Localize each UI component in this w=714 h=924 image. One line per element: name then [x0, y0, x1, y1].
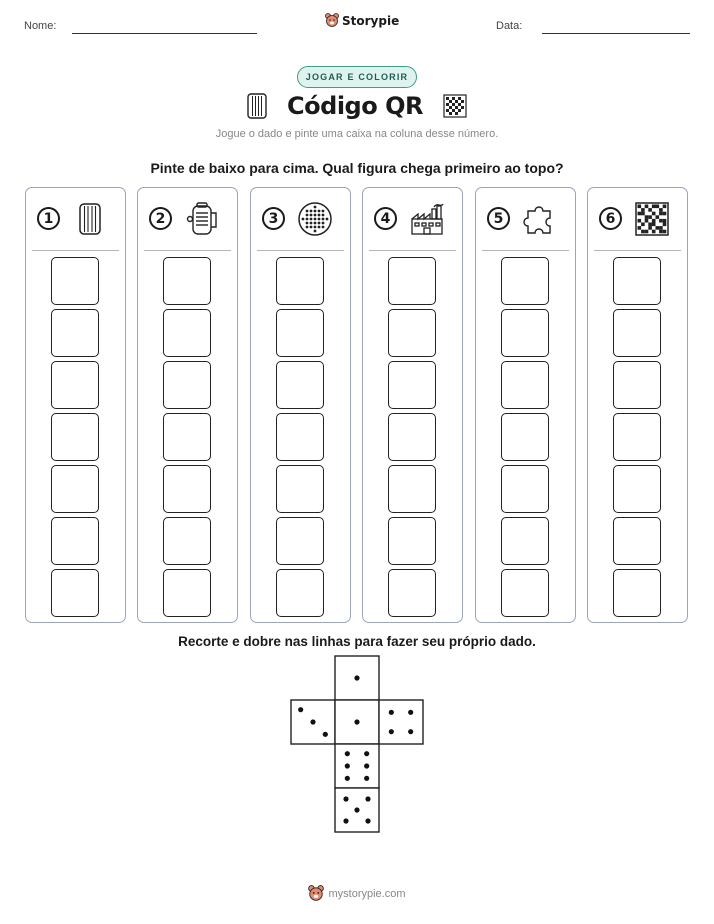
die-pip	[365, 818, 370, 823]
ridged-panel-icon	[72, 201, 108, 237]
column-divider	[257, 250, 344, 251]
color-box[interactable]	[388, 465, 436, 513]
ridged-panel-icon	[247, 93, 267, 119]
color-box[interactable]	[613, 361, 661, 409]
die-face-1	[335, 656, 379, 700]
color-box[interactable]	[163, 309, 211, 357]
die-pip	[343, 818, 348, 823]
die-face-4	[379, 700, 423, 744]
columns-instruction: Pinte de baixo para cima. Qual figura chega primeiro ao topo?	[150, 160, 564, 176]
color-box[interactable]	[613, 257, 661, 305]
date-label: Data:	[496, 20, 523, 32]
color-box[interactable]	[501, 413, 549, 461]
color-box[interactable]	[501, 309, 549, 357]
column-number: 2	[149, 207, 172, 230]
die-pip	[298, 707, 303, 712]
column-2	[137, 187, 238, 623]
bear-icon	[308, 885, 324, 902]
color-box[interactable]	[276, 569, 324, 617]
color-box[interactable]	[51, 569, 99, 617]
color-box[interactable]	[613, 465, 661, 513]
color-box[interactable]	[51, 309, 99, 357]
date-line[interactable]	[542, 33, 690, 34]
die-pip	[310, 719, 315, 724]
dotted-circle-icon	[297, 201, 333, 237]
color-box[interactable]	[276, 413, 324, 461]
brand-name: Storypie	[342, 13, 400, 28]
column-divider	[369, 250, 456, 251]
color-box[interactable]	[388, 569, 436, 617]
die-pip	[343, 796, 348, 801]
column-1	[25, 187, 126, 623]
die-face-1	[335, 700, 379, 744]
color-box[interactable]	[163, 569, 211, 617]
column-divider	[32, 250, 119, 251]
name-label: Nome:	[24, 20, 57, 32]
color-box[interactable]	[51, 465, 99, 513]
name-line[interactable]	[72, 33, 257, 34]
qr-code-icon	[634, 201, 670, 237]
die-face-6	[335, 744, 379, 788]
column-number: 1	[37, 207, 60, 230]
color-box[interactable]	[276, 309, 324, 357]
die-pip	[364, 763, 369, 768]
color-box[interactable]	[163, 413, 211, 461]
column-number: 3	[262, 207, 285, 230]
die-pip	[354, 675, 359, 680]
color-box[interactable]	[388, 309, 436, 357]
column-number: 6	[599, 207, 622, 230]
color-box[interactable]	[276, 257, 324, 305]
color-box[interactable]	[51, 517, 99, 565]
die-pip	[389, 710, 394, 715]
category-badge: JOGAR E COLORIR	[297, 66, 417, 88]
column-divider	[482, 250, 569, 251]
subtitle: Jogue o dado e pinte uma caixa na coluna desse número.	[215, 128, 499, 140]
color-box[interactable]	[276, 517, 324, 565]
color-box[interactable]	[501, 569, 549, 617]
footer-site: mystorypie.com	[328, 887, 406, 900]
color-box[interactable]	[501, 465, 549, 513]
color-box[interactable]	[51, 361, 99, 409]
column-number: 4	[374, 207, 397, 230]
color-box[interactable]	[276, 465, 324, 513]
color-box[interactable]	[388, 257, 436, 305]
die-pip	[354, 807, 359, 812]
color-box[interactable]	[163, 465, 211, 513]
die-instruction: Recorte e dobre nas linhas para fazer seu próprio dado.	[178, 634, 536, 649]
color-box[interactable]	[613, 517, 661, 565]
column-divider	[144, 250, 231, 251]
puzzle-piece-icon	[522, 201, 558, 237]
footer	[0, 885, 714, 902]
die-pip	[365, 796, 370, 801]
die-face-5	[335, 788, 379, 832]
die-pip	[345, 776, 350, 781]
column-6	[587, 187, 688, 623]
die-pip	[408, 729, 413, 734]
color-box[interactable]	[388, 361, 436, 409]
brand-logo	[325, 13, 399, 28]
color-box[interactable]	[51, 413, 99, 461]
die-pip	[364, 776, 369, 781]
color-box[interactable]	[388, 413, 436, 461]
color-box[interactable]	[163, 257, 211, 305]
column-divider	[594, 250, 681, 251]
die-pip	[364, 751, 369, 756]
die-pip	[354, 719, 359, 724]
color-box[interactable]	[613, 413, 661, 461]
color-box[interactable]	[276, 361, 324, 409]
color-box[interactable]	[613, 309, 661, 357]
color-box[interactable]	[613, 569, 661, 617]
die-face-3	[291, 700, 335, 744]
column-5	[475, 187, 576, 623]
column-number: 5	[487, 207, 510, 230]
column-4	[362, 187, 463, 623]
die-pip	[345, 763, 350, 768]
color-box[interactable]	[163, 361, 211, 409]
color-box[interactable]	[388, 517, 436, 565]
title-row	[0, 92, 714, 120]
die-pip	[345, 751, 350, 756]
color-box[interactable]	[501, 361, 549, 409]
color-box[interactable]	[163, 517, 211, 565]
device-icon	[184, 201, 220, 237]
bear-icon	[325, 13, 339, 28]
color-box[interactable]	[501, 517, 549, 565]
page-title: Código QR	[287, 92, 423, 120]
column-3	[250, 187, 351, 623]
die-pip	[408, 710, 413, 715]
die-pip	[389, 729, 394, 734]
qr-code-icon	[443, 94, 467, 118]
color-box[interactable]	[501, 257, 549, 305]
die-pip	[323, 732, 328, 737]
factory-icon	[409, 201, 445, 237]
color-box[interactable]	[51, 257, 99, 305]
